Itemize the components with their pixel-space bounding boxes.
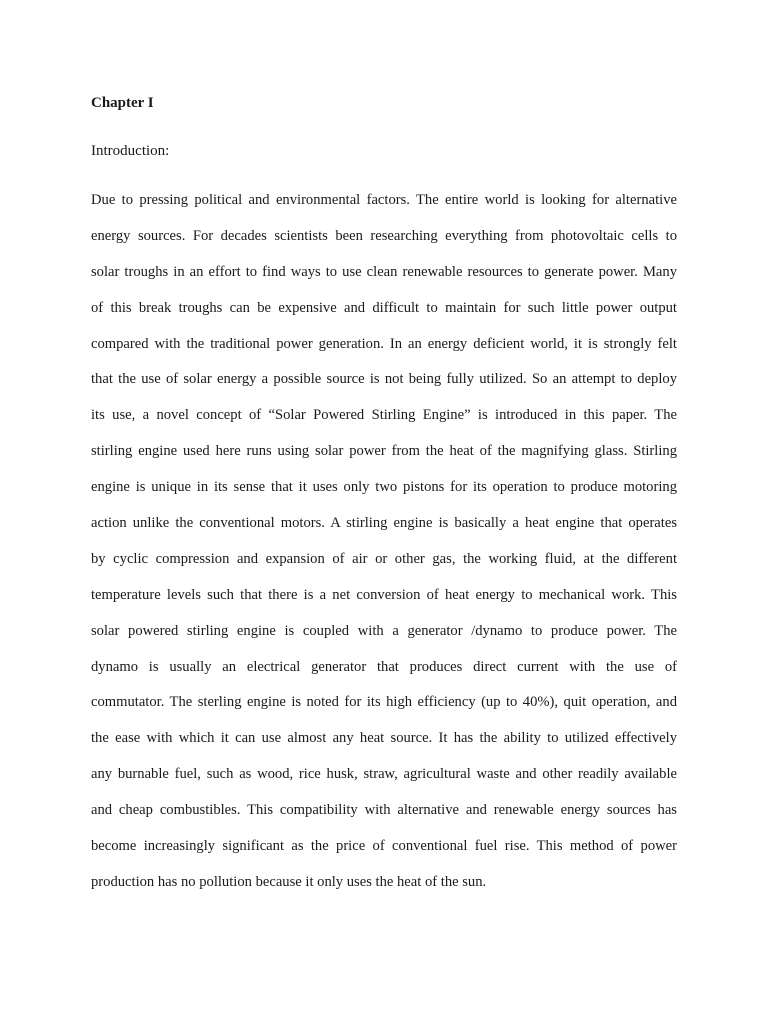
paragraph-line: compared with the traditional power generation. In an energy deficient world, it is strongly felt (91, 335, 677, 352)
paragraph-line: of this break troughs can be expensive and difficult to maintain for such little power output (91, 299, 677, 316)
chapter-heading: Chapter I (91, 95, 154, 111)
paragraph-line: any burnable fuel, such as wood, rice husk, straw, agricultural waste and other readily available (91, 766, 677, 783)
paragraph-line: that the use of solar energy a possible source is not being fully utilized. So an attempt to deploy (91, 371, 677, 388)
section-label: Introduction: (91, 143, 170, 159)
paragraph-line: its use, a novel concept of “Solar Powered Stirling Engine” is introduced in this paper. The (91, 407, 677, 424)
paragraph-line: by cyclic compression and expansion of air or other gas, the working fluid, at the different (91, 550, 677, 567)
paragraph-line: temperature levels such that there is a net conversion of heat energy to mechanical work. This (91, 586, 677, 603)
body-paragraph (91, 190, 677, 908)
paragraph-line: the ease with which it can use almost any heat source. It has the ability to utilized effectively (91, 730, 677, 747)
paragraph-line: action unlike the conventional motors. A stirling engine is basically a heat engine that operates (91, 515, 677, 532)
paragraph-line: solar powered stirling engine is coupled with a generator /dynamo to produce power. The (91, 622, 677, 639)
paragraph-line: engine is unique in its sense that it uses only two pistons for its operation to produce motoring (91, 479, 677, 496)
paragraph-line: commutator. The sterling engine is noted for its high efficiency (up to 40%), quit operation, and (91, 694, 677, 711)
paragraph-line: solar troughs in an effort to find ways to use clean renewable resources to generate power. Many (91, 263, 677, 280)
paragraph-line: Due to pressing political and environmental factors. The entire world is looking for alternative (91, 192, 677, 208)
paragraph-line: energy sources. For decades scientists been researching everything from photovoltaic cells to (91, 227, 677, 244)
paragraph-line: dynamo is usually an electrical generator that produces direct current with the use of (91, 658, 677, 675)
paragraph-line: become increasingly significant as the price of conventional fuel rise. This method of power (91, 838, 677, 855)
paragraph-line: and cheap combustibles. This compatibility with alternative and renewable energy sources has (91, 802, 677, 819)
paragraph-line: production has no pollution because it only uses the heat of the sun. (91, 873, 487, 890)
paragraph-line: stirling engine used here runs using solar power from the heat of the magnifying glass. Stirling (91, 443, 677, 460)
